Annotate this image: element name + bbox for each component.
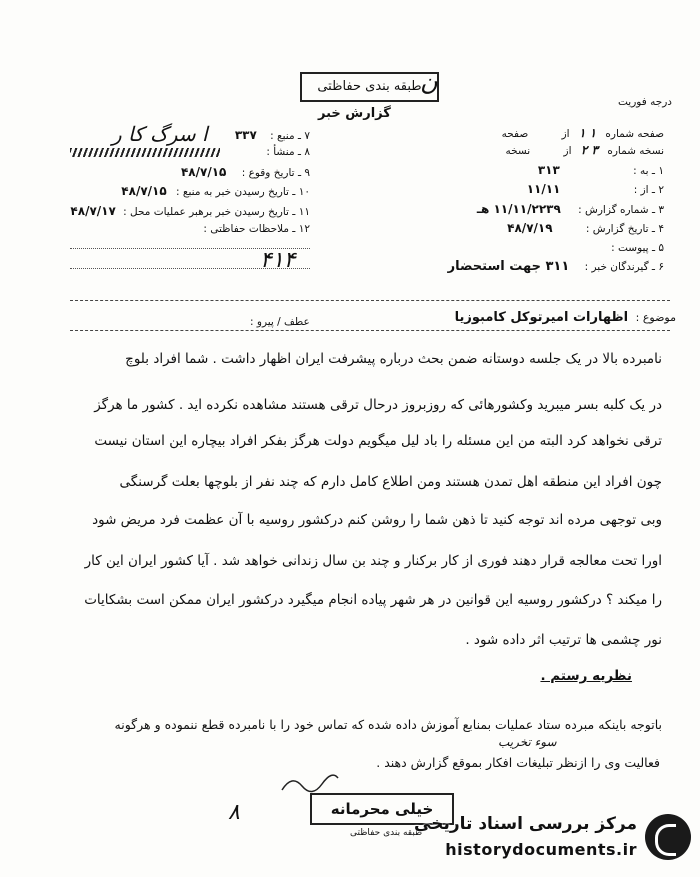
footer-stamp-caption: طبقه بندی حفاظتی — [350, 828, 423, 838]
right-field-copy: نسخه شماره ۳ ۲ از نسخه — [505, 143, 664, 157]
reference-label: عطف / پیرو : — [250, 316, 310, 328]
subject-underline — [70, 330, 670, 331]
left-field-occurrence-date: ۹ ـ تاریخ وقوع : ۴۸/۷/۱۵ — [180, 165, 310, 179]
body-line: نامبرده بالا در یک جلسه دوستانه ضمن بحث درباره پیشرفت ایران اظهار داشت . شما افراد بلوچ — [125, 351, 662, 367]
left-field-security-notes: ۱۲ ـ ملاحظات حفاظتی : — [203, 223, 310, 235]
closing-line: باتوجه باینکه مبرده ستاد عملیات بمنابع آموزش داده شده که تماس خود را با نامبرده قطع ننموده و هرگونه — [114, 717, 662, 732]
right-field-attachment: ۵ ـ پیوست : — [611, 242, 664, 254]
top-classification-stamp — [300, 72, 439, 102]
watermark — [400, 808, 695, 868]
header-divider — [70, 300, 670, 301]
body-line: وبی توجهی مرده اند توجه کنید تا ذهن شما را روشن کنم درکشور روسیه با آن عظمت فرد مریض شود — [92, 512, 662, 528]
right-field-page: صفحه شماره ۱ ۱ از صفحه — [501, 126, 664, 140]
body-line: چون افراد این منطقه اهل تمدن هستند ومن اطلاع کامل دارم که چند نفر از بلوچها بعلت گرسنگی — [119, 474, 662, 490]
subject-text: اظهارات امیرتوکل کامبوزیا — [454, 310, 629, 325]
watermark-title: مرکز بررسی اسناد تاریخی — [414, 814, 637, 834]
scribble-mark — [70, 148, 220, 157]
right-field-report-number: ۳ ـ شماره گزارش : ۱۱/۱۱/۲۲۳۹ هـ — [476, 202, 664, 216]
page-mark: ۸ — [228, 800, 240, 825]
opinion-heading: نظریه رستم . — [540, 668, 632, 684]
body-line: را میکند ؟ درکشور روسیه این قوانین در هر شهر پیاده انجام میگیرد درکشور ایران ممکن است بشکایات — [84, 592, 662, 608]
closing-insert: سوء تخریب — [498, 735, 557, 749]
right-field-from: ۲ ـ از : ۱۱/۱۱ — [526, 182, 664, 196]
subject-line — [455, 310, 676, 325]
urgency-label: درجه فوریت — [618, 96, 672, 108]
handwritten-top-left: ا سرگ کا ر — [112, 122, 208, 146]
left-field-source: ۷ ـ منبع : ۳۳۷ — [234, 128, 310, 142]
watermark-logo-icon — [645, 814, 691, 860]
watermark-url: historydocuments.ir — [445, 840, 637, 859]
stamp-top-text: طبقه بندی حفاظتی — [317, 79, 422, 94]
right-field-report-date: ۴ ـ تاریخ گزارش : ۴۸/۷/۱۹ — [507, 221, 664, 235]
stamp-prefix: ن — [420, 68, 438, 96]
right-field-to: ۱ ـ به : ۳۱۳ — [537, 163, 664, 177]
body-line: ترقی نخواهد کرد البته من این مسئله را باد لیل میگویم دولت هرگز بفکر افراد بیچاره این استان نیست — [94, 433, 662, 449]
left-field-origin: ۸ ـ منشأ : — [266, 146, 310, 158]
left-field-source-received-date: ۱۰ ـ تاریخ رسیدن خبر به منبع : ۴۸/۷/۱۵ — [121, 184, 310, 198]
subject-label: موضوع : — [635, 311, 676, 324]
body-line: نور چشمی ها ترتیب اثر داده شود . — [465, 632, 662, 648]
body-line: در یک کلبه بسر میبرید وکشورهائی که روزبروز درحال ترقی هستند مشاهده نکرده اید . کشور ما هرگز — [94, 397, 662, 413]
body-line: اورا تحت معالجه قرار دهند فوری از کار برکنار و چند بن سال زندانی خواهد شد . آیا کشور ایران این کار — [84, 553, 662, 569]
footer-stamp-text: خیلی محرمانه — [330, 800, 434, 818]
right-field-recipients: ۶ ـ گیرندگان خبر : ۳۱۱ جهت استحضار — [447, 259, 664, 274]
handwritten-mid-number: ۴۱۴ — [260, 248, 296, 273]
left-field-local-received-date: ۱۱ ـ تاریخ رسیدن خبر برهبر عملیات محل : ۴۸/۷/۱۷ — [70, 204, 310, 218]
document-title: گزارش خبر — [318, 106, 391, 121]
closing-line: فعالیت وی را ازنظر تبلیغات افکار بموقع گزارش دهند . — [376, 755, 660, 770]
